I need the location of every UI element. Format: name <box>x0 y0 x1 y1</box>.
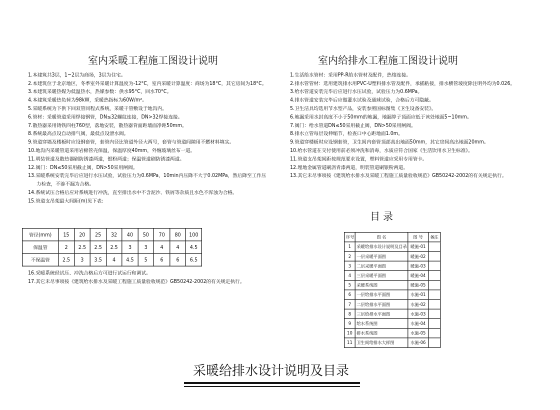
table-cell <box>428 300 440 310</box>
table-cell <box>428 242 440 252</box>
table-cell: 8 <box>344 309 355 319</box>
plumbing-note: 2.排水管管材：选用建筑排水用PVC-U塑料排水管及配件，承插粘接，排水横管坡度除注明外均为0.026。 <box>290 80 516 86</box>
table-cell <box>428 290 440 300</box>
plumbing-note: 13.其它未尽事项按《建筑给水排水及采暖工程施工质量验收规范》GB50242-2002的有关规定执行。 <box>290 173 507 179</box>
table-cell: 6.5 <box>186 254 202 267</box>
table-cell: 15 <box>58 228 74 241</box>
table-row <box>344 290 440 300</box>
table-cell: 32 <box>106 228 122 241</box>
table-row <box>344 252 440 262</box>
table-cell: 10 <box>344 328 355 338</box>
table-cell: 6 <box>344 290 355 300</box>
table-cell: 20 <box>74 228 90 241</box>
table-cell: 二层采暖平面图 <box>355 261 408 271</box>
table-cell: 不保温管 <box>22 254 58 267</box>
table-cell: 1 <box>344 242 355 252</box>
table-cell <box>428 338 440 348</box>
heating-note: 15.管道支吊架最大间距(m)见下表： <box>28 198 107 204</box>
table-cell: 4 <box>106 254 122 267</box>
table-cell: 水施-01 <box>408 290 428 300</box>
heating-note: 12.阀门：DN≤50采用截止阀，DN>50采用闸阀。 <box>28 164 138 170</box>
heating-notes-title: 室内采暖工程施工图设计说明 <box>88 56 218 67</box>
heating-note: 7.散热器采用铸铁四柱760型，落地安装，散热器背面距墙面净距50mm。 <box>28 122 187 128</box>
table-cell: 卫生间给排水大样图 <box>355 338 408 348</box>
table-cell: 4.5 <box>122 254 138 267</box>
pipe-support-table-grid <box>22 228 202 266</box>
table-cell: 保温管 <box>22 241 58 254</box>
table-cell: 2.5 <box>58 254 74 267</box>
table-cell: 给水系统图 <box>355 319 408 329</box>
catalog-table-grid <box>344 232 441 348</box>
pipe-support-table <box>22 228 203 267</box>
plumbing-note: 1.生活给水管材：采用PP-R给水管材及配件，热熔连接。 <box>290 72 411 78</box>
table-cell: 40 <box>122 228 138 241</box>
heating-note: 11.明装管道及散热器刷防锈漆两道，银粉两道；保温管道刷防锈漆两道。 <box>28 156 185 162</box>
title-underline-thick <box>184 382 360 384</box>
table-cell: 50 <box>138 228 154 241</box>
table-row <box>344 300 440 310</box>
table-cell: 3 <box>138 241 154 254</box>
table-cell: 水施-06 <box>408 338 428 348</box>
table-cell <box>428 319 440 329</box>
plumbing-note: 8.排水立管每层设伸缩节，检查口中心距地面1.0m。 <box>290 131 403 137</box>
plumbing-note: 4.排水管道安装完毕后应做灌水试验及通球试验，合格后方可隐蔽。 <box>290 97 434 103</box>
table-cell: 11 <box>344 338 355 348</box>
table-row <box>344 261 440 271</box>
table-cell: 排水系统图 <box>355 328 408 338</box>
table-cell: 2 <box>344 252 355 262</box>
table-cell: 3 <box>344 261 355 271</box>
table-cell: 采暖给排水设计说明及目录 <box>355 242 408 252</box>
table-cell <box>428 328 440 338</box>
heating-notes-body <box>28 71 268 205</box>
table-cell: 9 <box>344 319 355 329</box>
table-cell: 3 <box>74 254 90 267</box>
plumbing-notes <box>290 71 542 211</box>
plumbing-note: 10.给水管道在交付使用前必须冲洗和消毒，水质应符合国家《生活饮用水卫生标准》。 <box>290 147 473 154</box>
table-cell: 三层给排水平面图 <box>355 309 408 319</box>
table-row <box>344 280 440 290</box>
heating-note: 10.地沟内采暖管道采用岩棉管壳保温，保温厚度40mm，外缠玻璃丝布一道。 <box>28 147 196 154</box>
heating-note: 6.管材：采暖管道采用焊接钢管，DN≤32螺纹连接，DN>32焊接连接。 <box>28 114 183 120</box>
table-cell: 80 <box>170 228 186 241</box>
table-cell: 5 <box>138 254 154 267</box>
plumbing-notes-body <box>290 71 542 180</box>
table-cell: 100 <box>186 228 202 241</box>
table-cell <box>428 280 440 290</box>
table-cell: 暖施-02 <box>408 252 428 262</box>
table-header-cell: 备注 <box>428 232 440 242</box>
heating-note: 9.管道穿墙及楼板时应设钢套管，套管内径比管道外径大两号，套管与管道间隙用不燃材料填实。 <box>28 139 235 145</box>
heating-notes-continued-body <box>28 269 268 286</box>
plumbing-note: 7.阀门：给水管道DN≤50采用截止阀，DN>50采用闸阀。 <box>290 122 416 128</box>
table-header-row <box>344 232 440 242</box>
plumbing-note: 12.埋地金属管道刷沥青漆两道，明装管道刷银粉两道。 <box>290 164 409 170</box>
plumbing-note: 3.给水管道安装完毕后应进行水压试验，试验压力为0.6MPa。 <box>290 89 423 95</box>
table-cell: 3 <box>122 241 138 254</box>
heating-note: 13.采暖系统安装完毕后应进行水压试验，试验压力为0.6MPa，10min内压降不大于0.02MPa，然后降至工作压力检查，不渗不漏为合格。 <box>28 173 267 187</box>
plumbing-note: 9.管道穿楼板时应设钢套管，卫生间内套管顶部高出地面50mm，其它房间高出地面20mm。 <box>290 139 489 145</box>
table-cell: 暖施-04 <box>408 271 428 281</box>
table-row <box>344 271 440 281</box>
table-cell: 70 <box>154 228 170 241</box>
table-cell: 5 <box>344 280 355 290</box>
table-cell: 暖施-03 <box>408 261 428 271</box>
heating-note: 8.系统最高点设自动排气阀，最低点设泄水阀。 <box>28 131 129 137</box>
table-row <box>344 319 440 329</box>
table-cell: 2 <box>58 241 74 254</box>
heating-note: 5.采暖系统为下供下回双管同程式系统，采暖干管敷设于地沟内。 <box>28 105 167 112</box>
plumbing-note: 6.地漏采用水封高度不小于50mm的地漏，地漏箅子顶面应低于该处地面5~10mm。 <box>290 114 472 120</box>
heating-note: 14.系统试压合格后应对系统进行冲洗，直至排出水中不含泥沙、铁屑等杂质且水色不浑浊为合格。 <box>28 189 238 196</box>
table-cell: 水施-05 <box>408 328 428 338</box>
plumbing-note: 5.卫生洁具均选用节水型产品，安装参照国标图集《卫生设备安装》。 <box>290 105 437 112</box>
table-row <box>344 338 440 348</box>
table-header-cell: 图 号 <box>408 232 428 242</box>
table-cell: 4 <box>344 271 355 281</box>
table-row <box>344 242 440 252</box>
sheet-title: 采暖给排水设计说明及目录 <box>193 364 350 379</box>
table-cell: 二层给排水平面图 <box>355 300 408 310</box>
table-cell <box>428 261 440 271</box>
table-cell: 6 <box>170 254 186 267</box>
table-header-cell: 图 名 <box>355 232 408 242</box>
table-header-row <box>22 228 201 241</box>
heating-notes-continued <box>28 269 268 309</box>
table-cell: 4 <box>170 241 186 254</box>
table-row <box>344 328 440 338</box>
table-row <box>22 254 201 267</box>
heating-note: 2.本建筑位于北京地区，冬季室外采暖计算温度为-12°C，室内采暖计算温度：商场为18°C，其它房间为18°C。 <box>28 80 267 86</box>
table-cell: 水施-02 <box>408 300 428 310</box>
table-cell: 暖施-05 <box>408 280 428 290</box>
table-cell: 4 <box>154 241 170 254</box>
heating-notes <box>28 71 268 228</box>
table-row <box>22 241 201 254</box>
table-cell: 管径(mm) <box>22 228 58 241</box>
table-cell: 水施-04 <box>408 319 428 329</box>
heating-note: 17.其它未尽事项按《建筑给水排水及采暖工程施工质量验收规范》GB50242-2002的有关规定执行。 <box>28 278 245 284</box>
plumbing-note: 11.管道支吊架间距按规范要求设置，塑料管道应采用专用管卡。 <box>290 156 428 162</box>
table-cell: 水施-03 <box>408 309 428 319</box>
heating-note: 16.采暖系统经试压、冲洗合格后方可进行试运行和调试。 <box>28 270 151 276</box>
table-cell: 6 <box>154 254 170 267</box>
heating-note: 3.本建筑采暖热媒为低温热水，热媒参数：供水95°C，回水70°C。 <box>28 89 172 95</box>
table-header-cell: 序号 <box>344 232 355 242</box>
table-cell: 7 <box>344 300 355 310</box>
table-cell: 采暖系统图 <box>355 280 408 290</box>
table-cell: 2.5 <box>90 241 106 254</box>
table-cell: 3.5 <box>90 254 106 267</box>
title-underline-thin <box>184 386 360 387</box>
heating-note: 1.本建筑共3层，1~2层为商场，3层为住宅。 <box>28 72 126 78</box>
table-cell: 25 <box>90 228 106 241</box>
table-cell <box>428 271 440 281</box>
catalog-title: 目录 <box>370 212 396 223</box>
heating-note: 4.本建筑采暖热负荷为98kW，采暖热指标为60W/m²。 <box>28 97 147 103</box>
table-cell: 2.5 <box>106 241 122 254</box>
table-cell: 三层采暖平面图 <box>355 271 408 281</box>
table-cell: 4.5 <box>186 241 202 254</box>
table-cell: 暖施-01 <box>408 242 428 252</box>
table-row <box>344 309 440 319</box>
table-cell <box>428 309 440 319</box>
table-cell: 2.5 <box>74 241 90 254</box>
table-cell <box>428 252 440 262</box>
plumbing-notes-title: 室内给排水工程施工图设计说明 <box>318 56 458 67</box>
table-cell: 一层给排水平面图 <box>355 290 408 300</box>
catalog-table <box>344 232 441 351</box>
table-cell: 一层采暖平面图 <box>355 252 408 262</box>
